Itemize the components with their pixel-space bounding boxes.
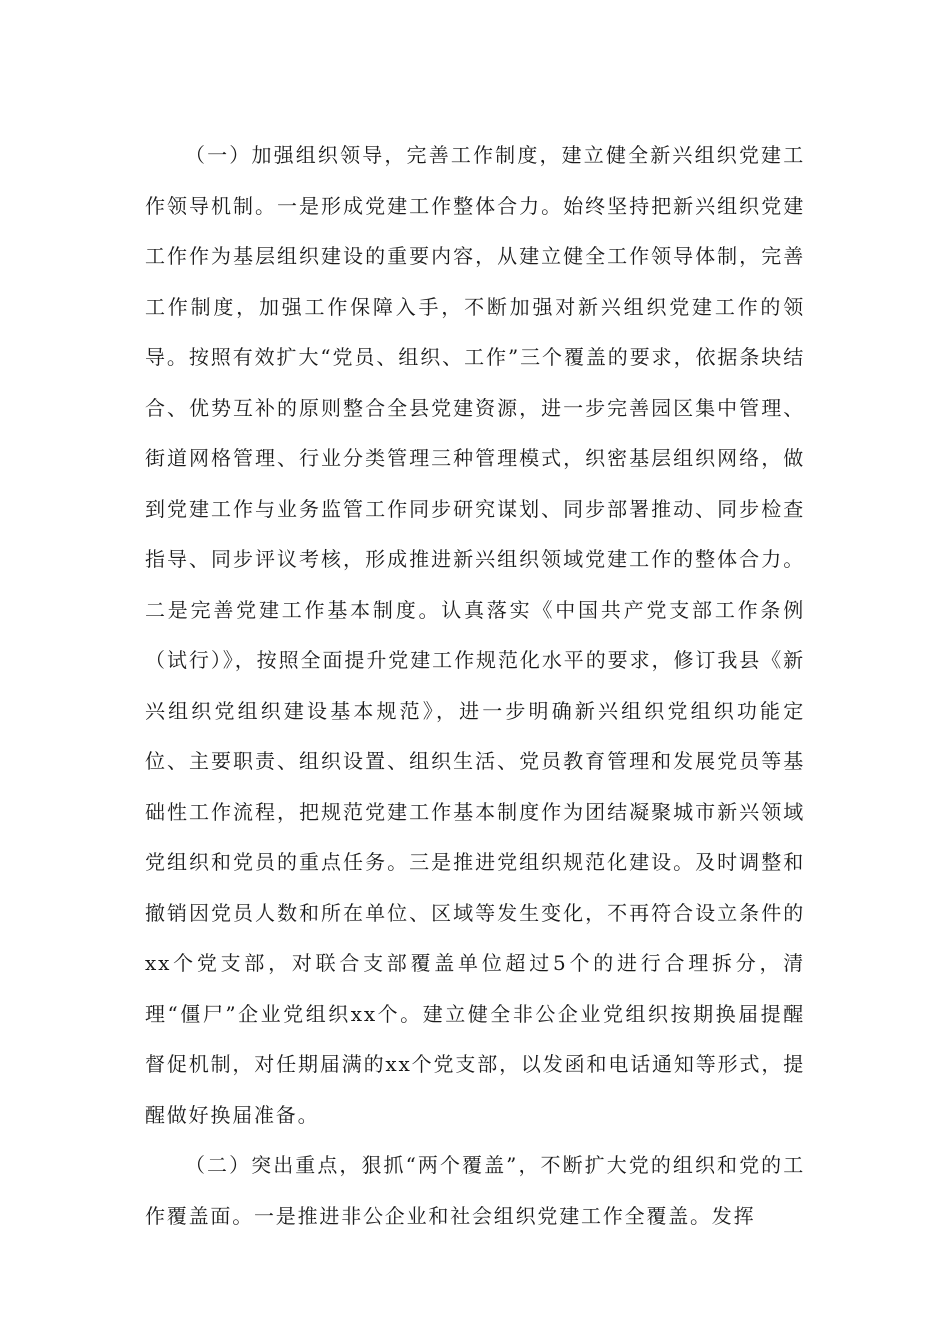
document-body bbox=[145, 130, 805, 1241]
paragraph-1: （一）加强组织领导，完善工作制度，建立健全新兴组织党建工作领导机制。一是形成党建工作整体合力。始终坚持把新兴组织党建工作作为基层组织建设的重要内容，从建立健全工作领导体制，完善工作制度，加强工作保障入手，不断加强对新兴组织党建工作的领导。按照有效扩大“党员、组织、工作”三个覆盖的要求，依据条块结合、优势互补的原则整合全县党建资源，进一步完善园区集中管理、街道网格管理、行业分类管理三种管理模式，织密基层组织网络，做到党建工作与业务监管工作同步研究谋划、同步部署推动、同步检查指导、同步评议考核，形成推进新兴组织领域党建工作的整体合力。二是完善党建工作基本制度。认真落实《中国共产党支部工作条例（试行）》，按照全面提升党建工作规范化水平的要求，修订我县《新兴组织党组织建设基本规范》，进一步明确新兴组织党组织功能定位、主要职责、组织设置、组织生活、党员教育管理和发展党员等基础性工作流程，把规范党建工作基本制度作为团结凝聚城市新兴领域党组织和党员的重点任务。三是推进党组织规范化建设。及时调整和撤销因党员人数和所在单位、区域等发生变化，不再符合设立条件的xx个党支部，对联合支部覆盖单位超过5个的进行合理拆分，清理“僵尸”企业党组织xx个。建立健全非公企业党组织按期换届提醒督促机制，对任期届满的xx个党支部，以发函和电话通知等形式，提醒做好换届准备。 bbox=[145, 143, 805, 1127]
paragraph-2: （二）突出重点，狠抓“两个覆盖”，不断扩大党的组织和党的工作覆盖面。一是推进非公企业和社会组织党建工作全覆盖。发挥 bbox=[145, 1153, 805, 1228]
